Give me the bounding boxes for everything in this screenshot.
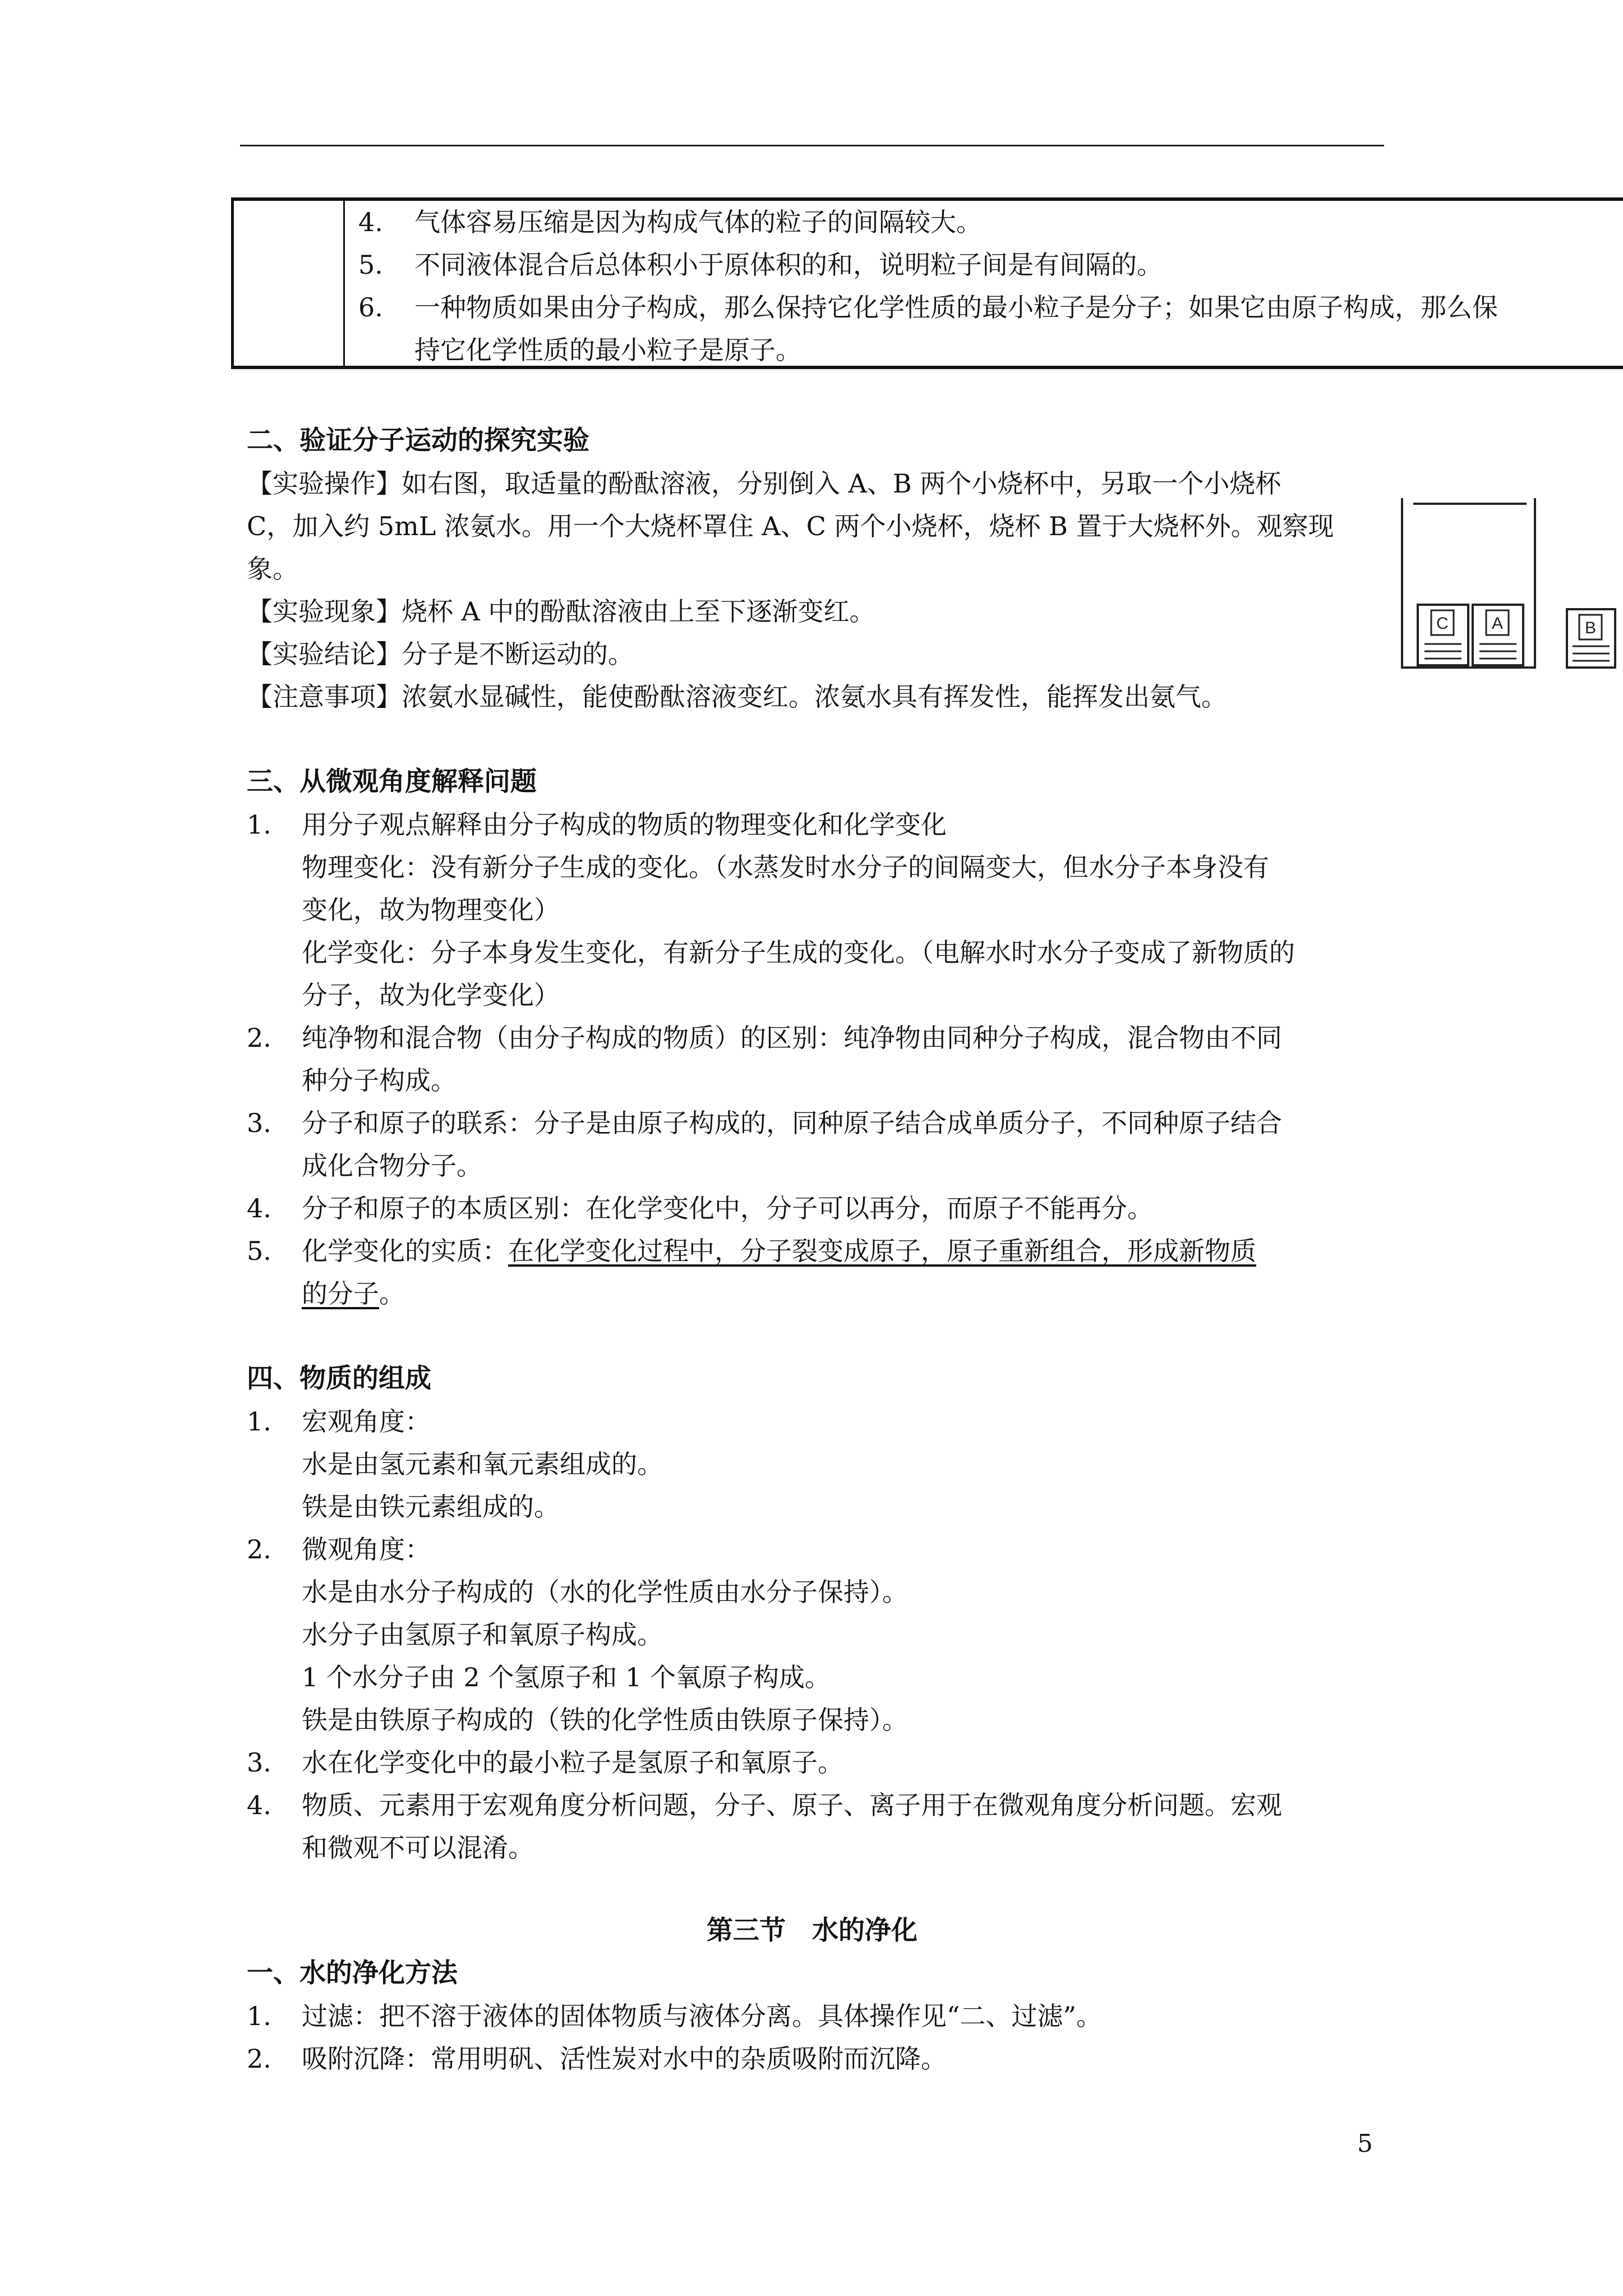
experiment-operation-line-3: 象。 [247, 554, 298, 584]
list-number: 2. [247, 2044, 271, 2074]
list-number: 1. [247, 2001, 271, 2031]
list-number: 3. [247, 1108, 271, 1138]
page-number: 5 [1357, 2129, 1373, 2158]
section-heading-4: 四、物质的组成 [247, 1363, 431, 1394]
micro-line-a: 水是由水分子构成的（水的化学性质由水分子保持）。 [302, 1577, 908, 1607]
experiment-conclusion: 【实验结论】分子是不断运动的。 [247, 639, 634, 669]
micro-line-c: 1 个水分子由 2 个氢原子和 1 个氧原子构成。 [302, 1662, 831, 1692]
list-item-text: 分子和原子的联系：分子是由原子构成的，同种原子结合成单质分子，不同种原子结合 [302, 1108, 1282, 1138]
summary-table [231, 197, 1623, 369]
experiment-phenomenon: 【实验现象】烧杯 A 中的酚酞溶液由上至下逐渐变红。 [247, 596, 875, 627]
list-item-text-cont: 和微观不可以混淆。 [302, 1833, 534, 1863]
physical-change-line-1: 物理变化：没有新分子生成的变化。（水蒸发时水分子的间隔变大，但水分子本身没有 [302, 852, 1269, 882]
list-item-text-cont [302, 1272, 405, 1315]
micro-line-b: 水分子由氢原子和氧原子构成。 [302, 1619, 663, 1650]
macro-iron: 铁是由铁元素组成的。 [302, 1492, 560, 1522]
section-heading-purification: 一、水的净化方法 [247, 1958, 458, 1989]
beaker-experiment-figure [1398, 493, 1623, 678]
chemical-change-line-2: 分子，故为化学变化） [302, 980, 560, 1010]
list-item-text-cont: 成化合物分子。 [302, 1151, 482, 1181]
list-number: 2. [247, 1534, 271, 1565]
list-item-text: 微观角度： [302, 1534, 431, 1565]
table-column-divider [343, 201, 345, 366]
list-item-text: 水在化学变化中的最小粒子是氢原子和氧原子。 [302, 1747, 843, 1778]
experiment-operation-line-2: C，加入约 5mL 浓氨水。用一个大烧杯罩住 A、C 两个小烧杯，烧杯 B 置于大烧杯外。观察现 [247, 511, 1334, 541]
item-number: 5. [358, 250, 383, 280]
list-number: 4. [247, 1790, 271, 1820]
list-item-text: 过滤：把不溶于液体的固体物质与液体分离。具体操作见“二、过滤”。 [302, 2001, 1103, 2031]
macro-water: 水是由氢元素和氧元素组成的。 [302, 1449, 663, 1479]
section-heading-2: 二、验证分子运动的探究实验 [247, 425, 589, 456]
item-number: 4. [358, 207, 383, 237]
list-item-text: 吸附沉降：常用明矾、活性炭对水中的杂质吸附而沉降。 [302, 2044, 947, 2074]
chemical-change-line-1: 化学变化：分子本身发生变化，有新分子生成的变化。（电解水时水分子变成了新物质的 [302, 937, 1295, 968]
chapter-title: 第三节 水的净化 [707, 1915, 917, 1946]
item-text: 不同液体混合后总体积小于原体积的和，说明粒子间是有间隔的。 [414, 250, 1163, 280]
list-item-text: 分子和原子的本质区别：在化学变化中，分子可以再分，而原子不能再分。 [302, 1193, 1153, 1223]
beaker-a-label: A [1491, 614, 1504, 633]
list-number: 3. [247, 1747, 271, 1778]
essence-underlined: 在化学变化过程中，分子裂变成原子，原子重新组合，形成新物质 [508, 1236, 1256, 1266]
section-heading-3: 三、从微观角度解释问题 [247, 766, 537, 797]
header-rule [240, 145, 1384, 146]
micro-line-d: 铁是由铁原子构成的（铁的化学性质由铁原子保持）。 [302, 1705, 908, 1735]
list-number: 1. [247, 809, 271, 840]
list-item-text-cont: 种分子构成。 [302, 1065, 457, 1096]
beaker-c-label: C [1436, 614, 1449, 633]
physical-change-line-2: 变化，故为物理变化） [302, 895, 560, 925]
experiment-operation-line-1: 【实验操作】如右图，取适量的酚酞溶液，分别倒入 A、B 两个小烧杯中，另取一个小烧杯 [247, 468, 1281, 499]
essence-prefix: 化学变化的实质： [302, 1236, 508, 1266]
item-text-continued: 持它化学性质的最小粒子是原子。 [414, 335, 801, 365]
list-number: 1. [247, 1406, 271, 1437]
essence-underlined-cont: 的分子 [302, 1278, 379, 1309]
list-item-text: 宏观角度： [302, 1406, 431, 1437]
item-number: 6. [358, 292, 383, 323]
list-item-text [302, 1230, 1256, 1272]
list-number: 2. [247, 1023, 271, 1053]
experiment-notes: 【注意事项】浓氨水显碱性，能使酚酞溶液变红。浓氨水具有挥发性，能挥发出氨气。 [247, 682, 1227, 712]
list-item-text: 物质、元素用于宏观角度分析问题，分子、原子、离子用于在微观角度分析问题。宏观 [302, 1790, 1282, 1820]
item-text: 气体容易压缩是因为构成气体的粒子的间隔较大。 [414, 207, 982, 237]
beaker-b-label: B [1584, 619, 1597, 637]
essence-period: 。 [379, 1278, 405, 1309]
list-number: 4. [247, 1193, 271, 1223]
list-item-text: 用分子观点解释由分子构成的物质的物理变化和化学变化 [302, 809, 947, 840]
list-number: 5. [247, 1236, 271, 1266]
list-item-text: 纯净物和混合物（由分子构成的物质）的区别：纯净物由同种分子构成，混合物由不同 [302, 1023, 1282, 1053]
item-text: 一种物质如果由分子构成，那么保持它化学性质的最小粒子是分子；如果它由原子构成，那么保 [414, 292, 1498, 323]
